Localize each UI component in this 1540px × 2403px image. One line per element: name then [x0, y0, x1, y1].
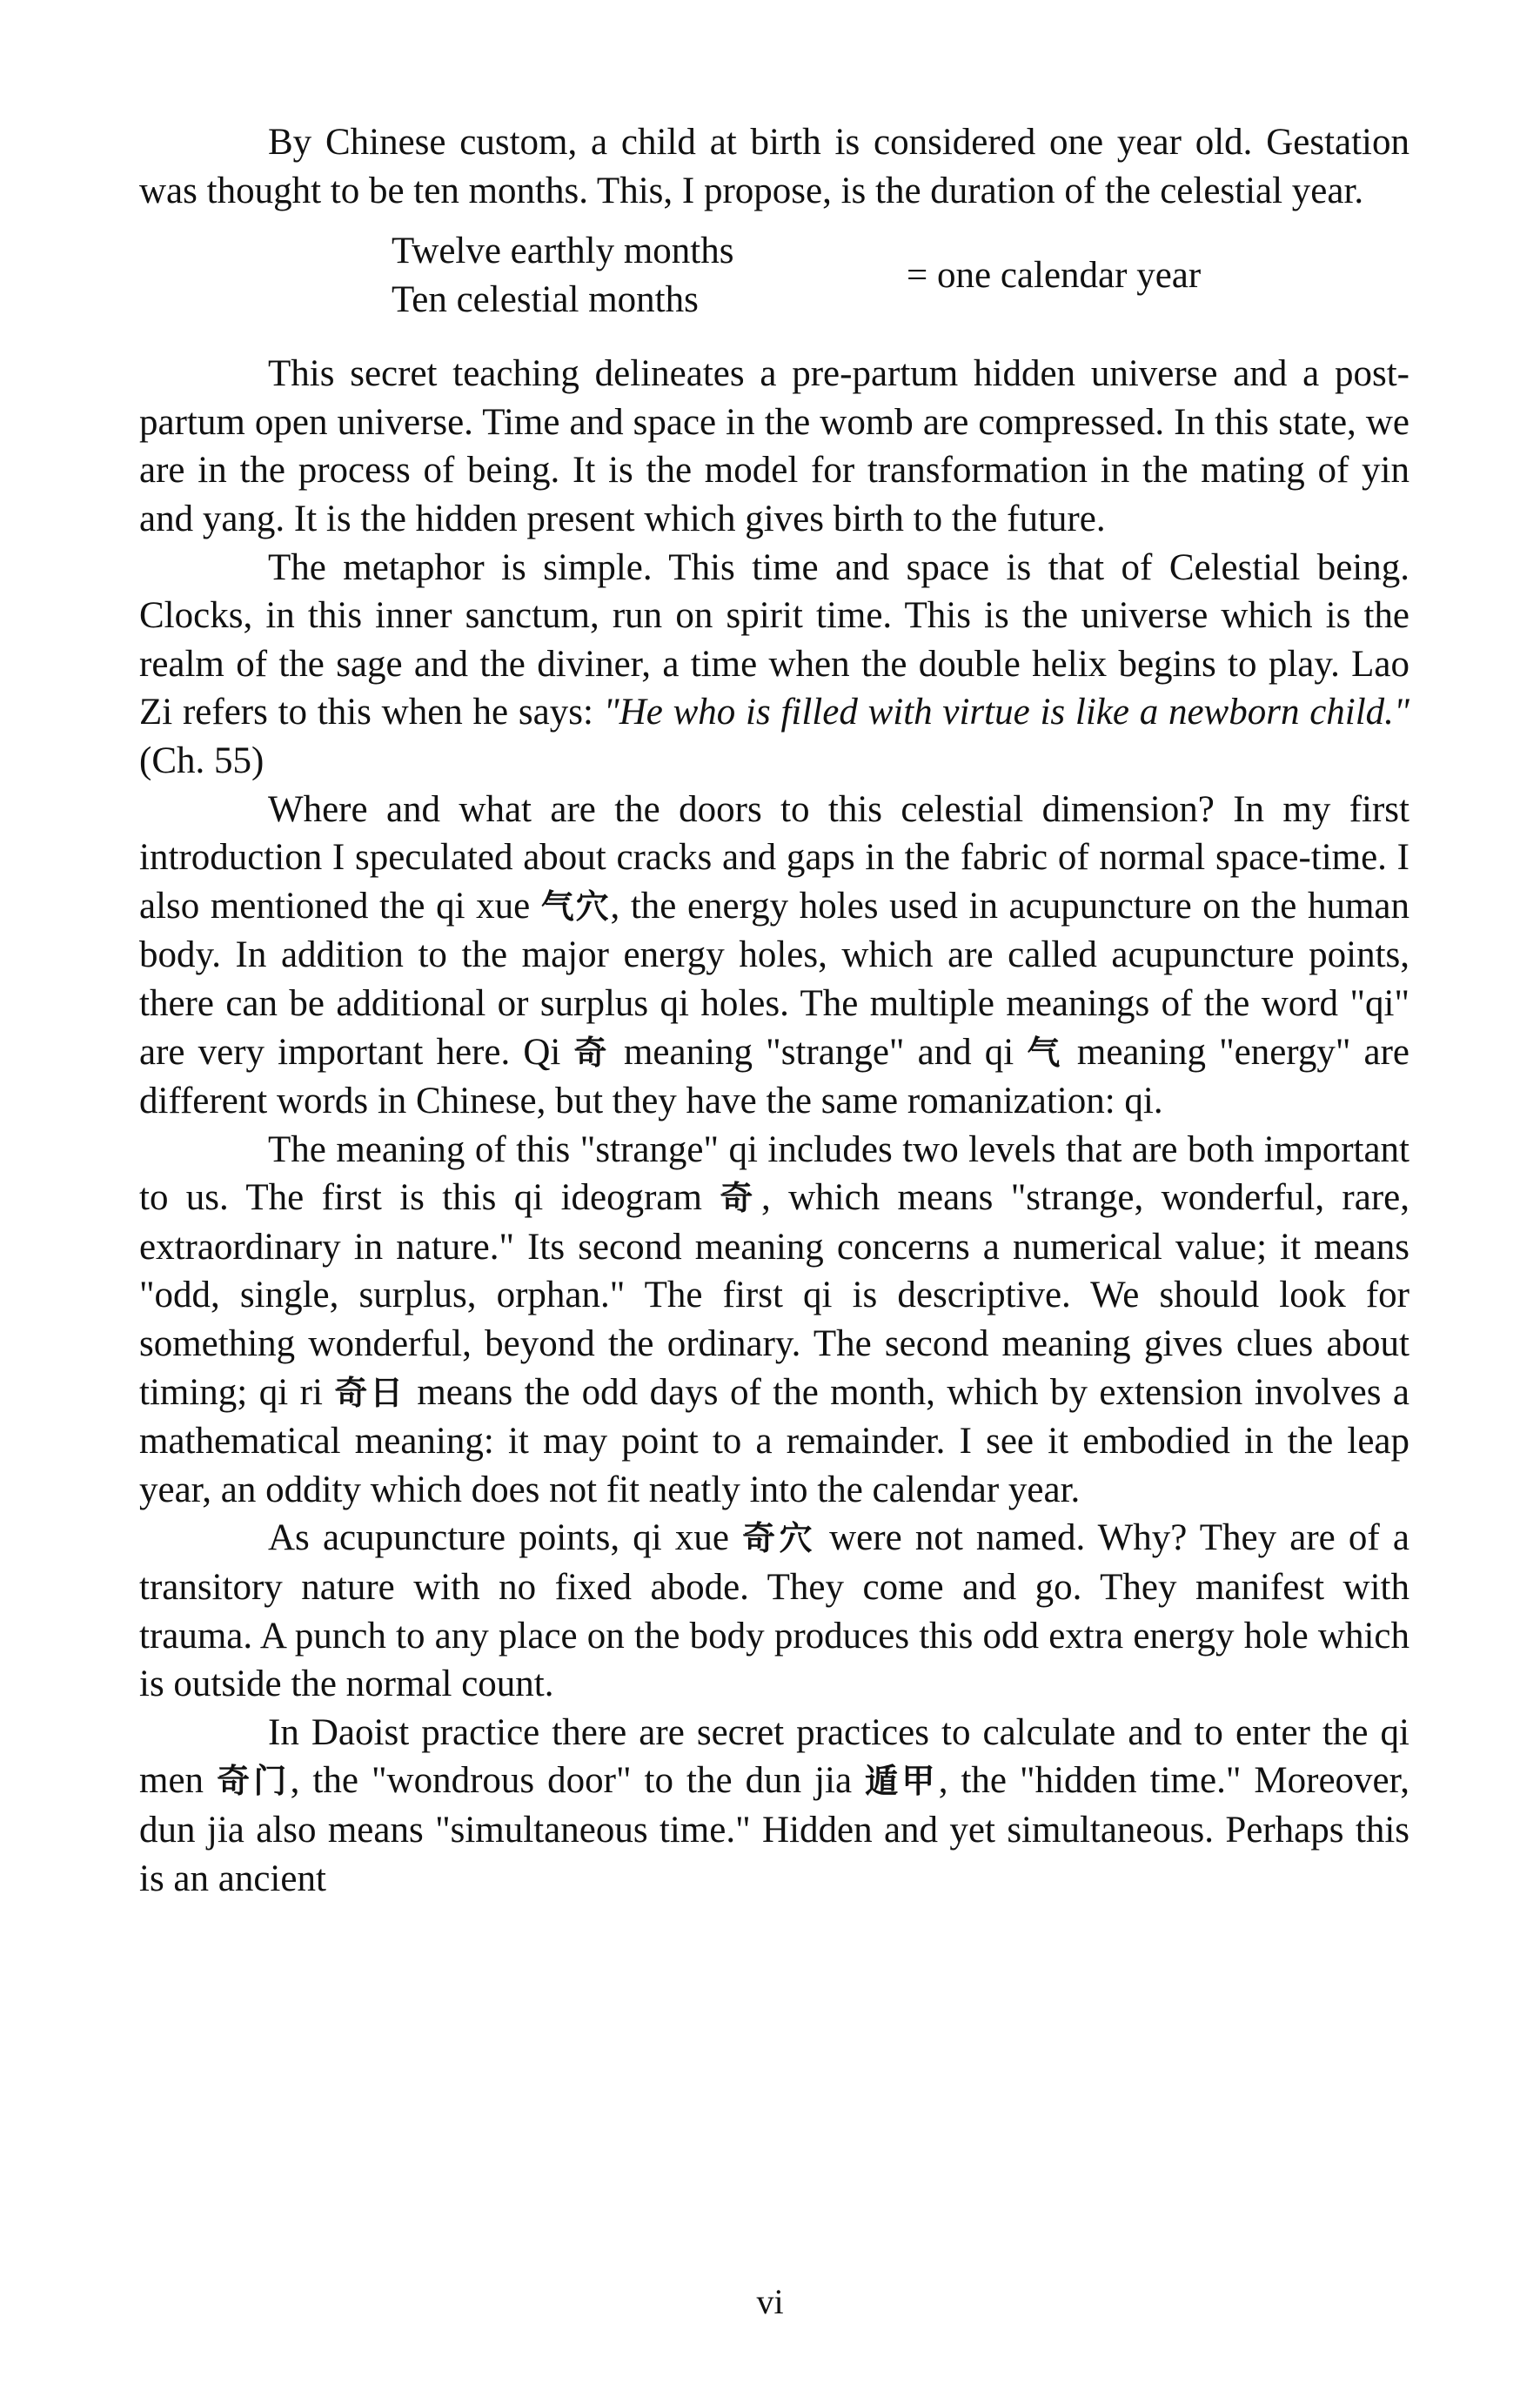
chapter-reference: (Ch. 55): [139, 740, 264, 781]
text-segment: , which means "strange, wonderful, rare, extraordinary in nature." Its second meaning concerns a numerical value; it means "odd, single, surplus, orphan." The first qi is descriptive. We should look for something wonderful, beyond the ordinary. The second meaning gives clues about timing; qi ri: [139, 1177, 1409, 1413]
text-segment: meaning "strange" and qi: [610, 1031, 1028, 1073]
paragraph-celestial-doors: [139, 786, 1409, 1126]
chinese-qi-xue-odd: 奇穴: [742, 1519, 816, 1558]
page-body: [139, 118, 1409, 1903]
page-number: vi: [756, 2282, 784, 2321]
equation-numerator: Twelve earthly months: [392, 231, 734, 272]
month-equation: [139, 227, 1409, 324]
text-segment: , the "hidden time." Moreover, dun jia also means "simultaneous time." Hidden and yet simultaneous. Perhaps this is an ancient: [139, 1760, 1409, 1899]
paragraph-metaphor: [139, 544, 1409, 786]
equation-denominator: Ten celestial months: [392, 278, 699, 320]
text-segment: , the energy holes used in acupuncture on the human body. In addition to the major energy holes, which are called acupuncture points, there can be additional or surplus qi holes. The multiple meanings of the word "qi" are very important here. Qi: [139, 885, 1409, 1073]
paragraph-birth-custom: By Chinese custom, a child at birth is considered one year old. Gestation was thought to be ten months. This, I propose, is the duration of the celestial year.: [139, 122, 1409, 211]
paragraph-metaphor-text: The metaphor is simple. This time and space is that of Celestial being. Clocks, in this inner sanctum, run on spirit time. This is the universe which is the realm of the sage and the diviner, a time when the double helix begins to play. Lao Zi refers to this when he says:: [139, 546, 1409, 733]
paragraph-acupuncture-points: [139, 1514, 1409, 1708]
chinese-qi-energy: 气: [1027, 1033, 1064, 1072]
chinese-qi-xue: 气穴: [540, 887, 611, 926]
text-segment: , the "wondrous door" to the dun jia: [290, 1760, 866, 1802]
text-segment: means the odd days of the month, which by extension involves a mathematical meaning: it may point to a remainder. I see it embodied in the leap year, an oddity which does not fit neatly into the calendar year.: [139, 1371, 1409, 1510]
paragraph-secret-teaching: This secret teaching delineates a pre-partum hidden universe and a post-partum open universe. Time and space in the womb are compressed. In this state, we are in the process of being. It is the model for transformation in the mating of yin and yang. It is the hidden present which gives birth to the future.: [139, 353, 1409, 539]
chinese-qi-ideogram: 奇: [720, 1179, 761, 1218]
text-segment: Where and what are the doors to this celestial dimension? In my first introduction I speculated about cracks and gaps in the fabric of normal space-time. I also mentioned the qi xue: [139, 788, 1409, 927]
text-segment: meaning "energy" are different words in Chinese, but they have the same romanization: qi.: [139, 1031, 1410, 1122]
lao-zi-quote: "He who is filled with virtue is like a newborn child.": [603, 692, 1409, 733]
paragraph-daoist-practice: [139, 1709, 1409, 1903]
chinese-dun-jia: 遁甲: [865, 1762, 939, 1801]
text-segment: The meaning of this "strange" qi includes two levels that are both important to us. The first is this qi ideogram: [139, 1128, 1409, 1219]
equation-result: = one calendar year: [907, 255, 1202, 297]
chinese-qi-men: 奇门: [217, 1762, 291, 1801]
text-segment: In Daoist practice there are secret practices to calculate and to enter the qi men: [139, 1711, 1409, 1802]
text-segment: As acupuncture points, qi xue: [268, 1517, 743, 1559]
equation-left-side: [392, 227, 733, 324]
paragraph-strange-qi: [139, 1126, 1409, 1515]
chinese-qi-strange: 奇: [573, 1033, 611, 1072]
chinese-qi-ri: 奇日: [334, 1373, 405, 1412]
text-segment: were not named. Why? They are of a transitory nature with no fixed abode. They come and go. They manifest with trauma. A punch to any place on the body produces this odd extra energy hole which is outside the normal count.: [139, 1517, 1409, 1705]
